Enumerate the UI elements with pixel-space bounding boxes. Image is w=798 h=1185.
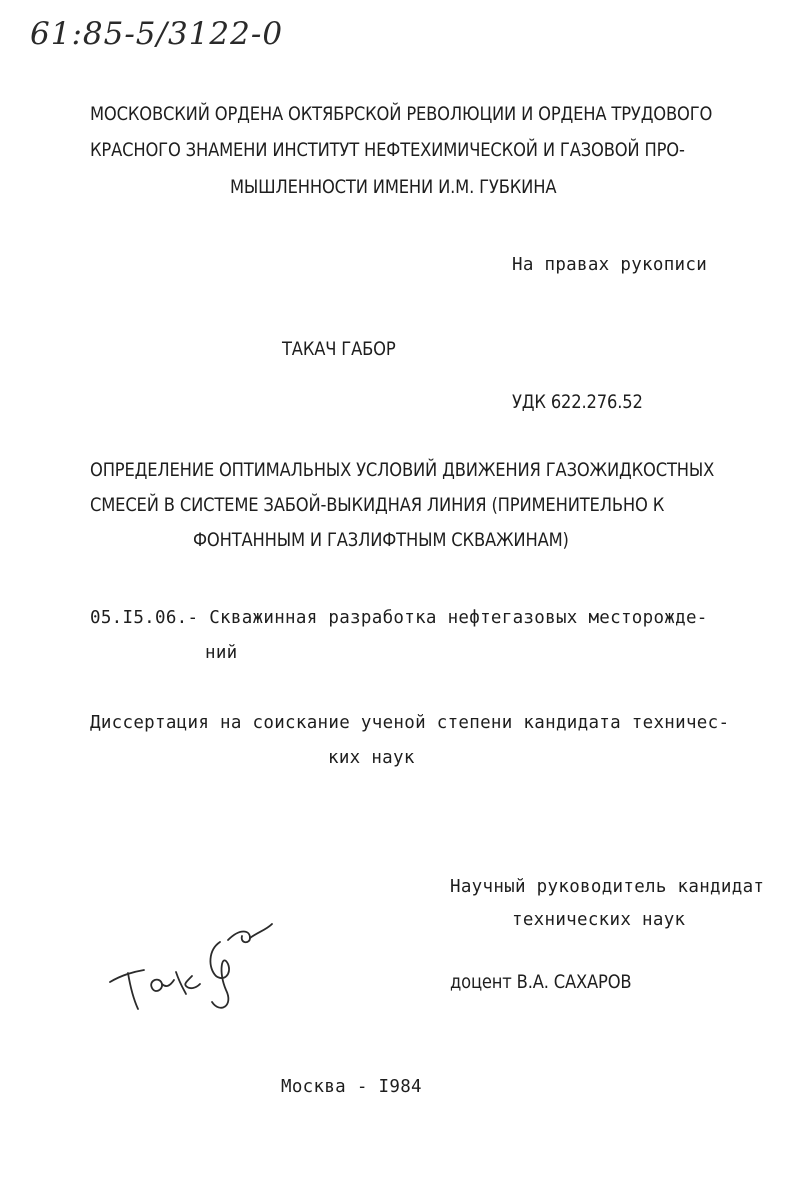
dissertation-line-2: ких наук [328,748,415,768]
specialty-line-2: ний [205,643,238,663]
institute-line-2: КРАСНОГО ЗНАМЕНИ ИНСТИТУТ НЕФТЕХИМИЧЕСКОЙ И ГАЗОВОЙ ПРО- [90,139,685,161]
institute-line-1: МОСКОВСКИЙ ОРДЕНА ОКТЯБРСКОЙ РЕВОЛЮЦИИ И ОРДЕНА ТРУДОВОГО [90,103,713,125]
supervisor-line-2: технических наук [512,910,686,930]
manuscript-rights: На правах рукописи [512,255,708,275]
author-signature [100,910,300,1020]
udk-code: УДК 622.276.52 [512,391,643,413]
dissertation-line-1: Диссертация на соискание ученой степени кандидата техничес- [90,713,730,733]
author-name: ТАКАЧ ГАБОР [282,338,396,360]
archive-mark: 61:85-5/3122-0 [30,16,284,52]
city-year: Москва - I984 [281,1077,422,1097]
title-line-2: СМЕСЕЙ В СИСТЕМЕ ЗАБОЙ-ВЫКИДНАЯ ЛИНИЯ (ПРИМЕНИТЕЛЬНО К [90,494,665,516]
supervisor-line-3: доцент В.А. САХАРОВ [450,971,632,993]
title-line-1: ОПРЕДЕЛЕНИЕ ОПТИМАЛЬНЫХ УСЛОВИЙ ДВИЖЕНИЯ ГАЗОЖИДКОСТНЫХ [90,459,715,481]
supervisor-line-1: Научный руководитель кандидат [450,877,765,897]
institute-line-3: МЫШЛЕННОСТИ ИМЕНИ И.М. ГУБКИНА [230,176,557,198]
title-line-3: ФОНТАННЫМ И ГАЗЛИФТНЫМ СКВАЖИНАМ) [193,529,569,551]
specialty-line-1: 05.I5.06.- Скважинная разработка нефтегазовых месторожде- [90,608,708,628]
